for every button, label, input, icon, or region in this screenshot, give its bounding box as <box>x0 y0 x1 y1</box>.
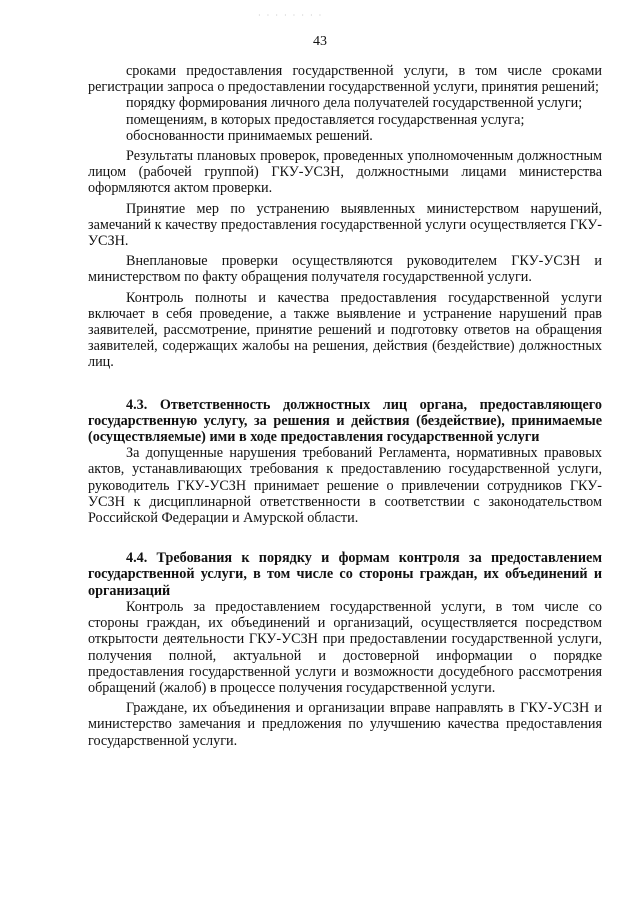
paragraph: порядку формирования личного дела получателей государственной услуги; <box>126 95 583 112</box>
page-number: 43 <box>313 34 327 49</box>
scan-mark: · · · · · · · · <box>258 11 324 20</box>
paragraph: Контроль полноты и качества предоставления государственной услуги включает в себя проведение, а также выявление и устранение нарушений прав заявителей, рассмотрение, принятие решений и подготовку ответов на обращения заявителей, содержащих жалобы на решения, действия (бездействие) должностных лиц. <box>88 289 602 371</box>
paragraph: обоснованности принимаемых решений. <box>126 127 373 144</box>
section-heading-4-3: 4.3. Ответственность должностных лиц органа, предоставляющего государственную услугу, за решения и действия (бездействие), принимаемые (осуществляемые) ими в ходе предоставления государственной услуги <box>88 396 602 446</box>
paragraph: Результаты плановых проверок, проведенных уполномоченным должностным лицом (рабочей группой) ГКУ-УСЗН, должностными лицами министерства оформляются актом проверки. <box>88 148 602 197</box>
section-heading-4-4: 4.4. Требования к порядку и формам контроля за предоставлением государственной услуги, в том числе со стороны граждан, их объединений и организаций <box>88 550 602 599</box>
document-body <box>88 63 602 749</box>
paragraph: За допущенные нарушения требований Регламента, нормативных правовых актов, устанавливающих требования к предоставлению государственной услуги, руководитель ГКУ-УСЗН принимает решение о привлечении сотрудников ГКУ-УСЗН к дисциплинарной ответственности в соответствии с законодательством Российской Федерации и Амурской области. <box>88 445 602 527</box>
paragraph: Принятие мер по устранению выявленных министерством нарушений, замечаний к качеству предоставления государственной услуги осуществляется ГКУ-УСЗН. <box>88 200 602 250</box>
paragraph: Граждане, их объединения и организации вправе направлять в ГКУ-УСЗН и министерство замечания и предложения по улучшению качества предоставления государственной услуги. <box>88 700 602 749</box>
paragraph: сроками предоставления государственной услуги, в том числе сроками регистрации запроса о предоставлении государственной услуги, принятия решений; <box>88 63 602 96</box>
paragraph: Контроль за предоставлением государственной услуги, в том числе со стороны граждан, их объединений и организаций, осуществляется посредством открытости деятельности ГКУ-УСЗН при предоставлении государственной услуги, получения полной, актуальной и достоверной информации о порядке предоставления государственной услуги и возможности досудебного рассмотрения обращений (жалоб) в процессе получения государственной услуги. <box>88 598 602 696</box>
paragraph: помещениям, в которых предоставляется государственная услуга; <box>126 111 525 128</box>
paragraph: Внеплановые проверки осуществляются руководителем ГКУ-УСЗН и министерством по факту обращения получателя государственной услуги. <box>88 253 602 286</box>
